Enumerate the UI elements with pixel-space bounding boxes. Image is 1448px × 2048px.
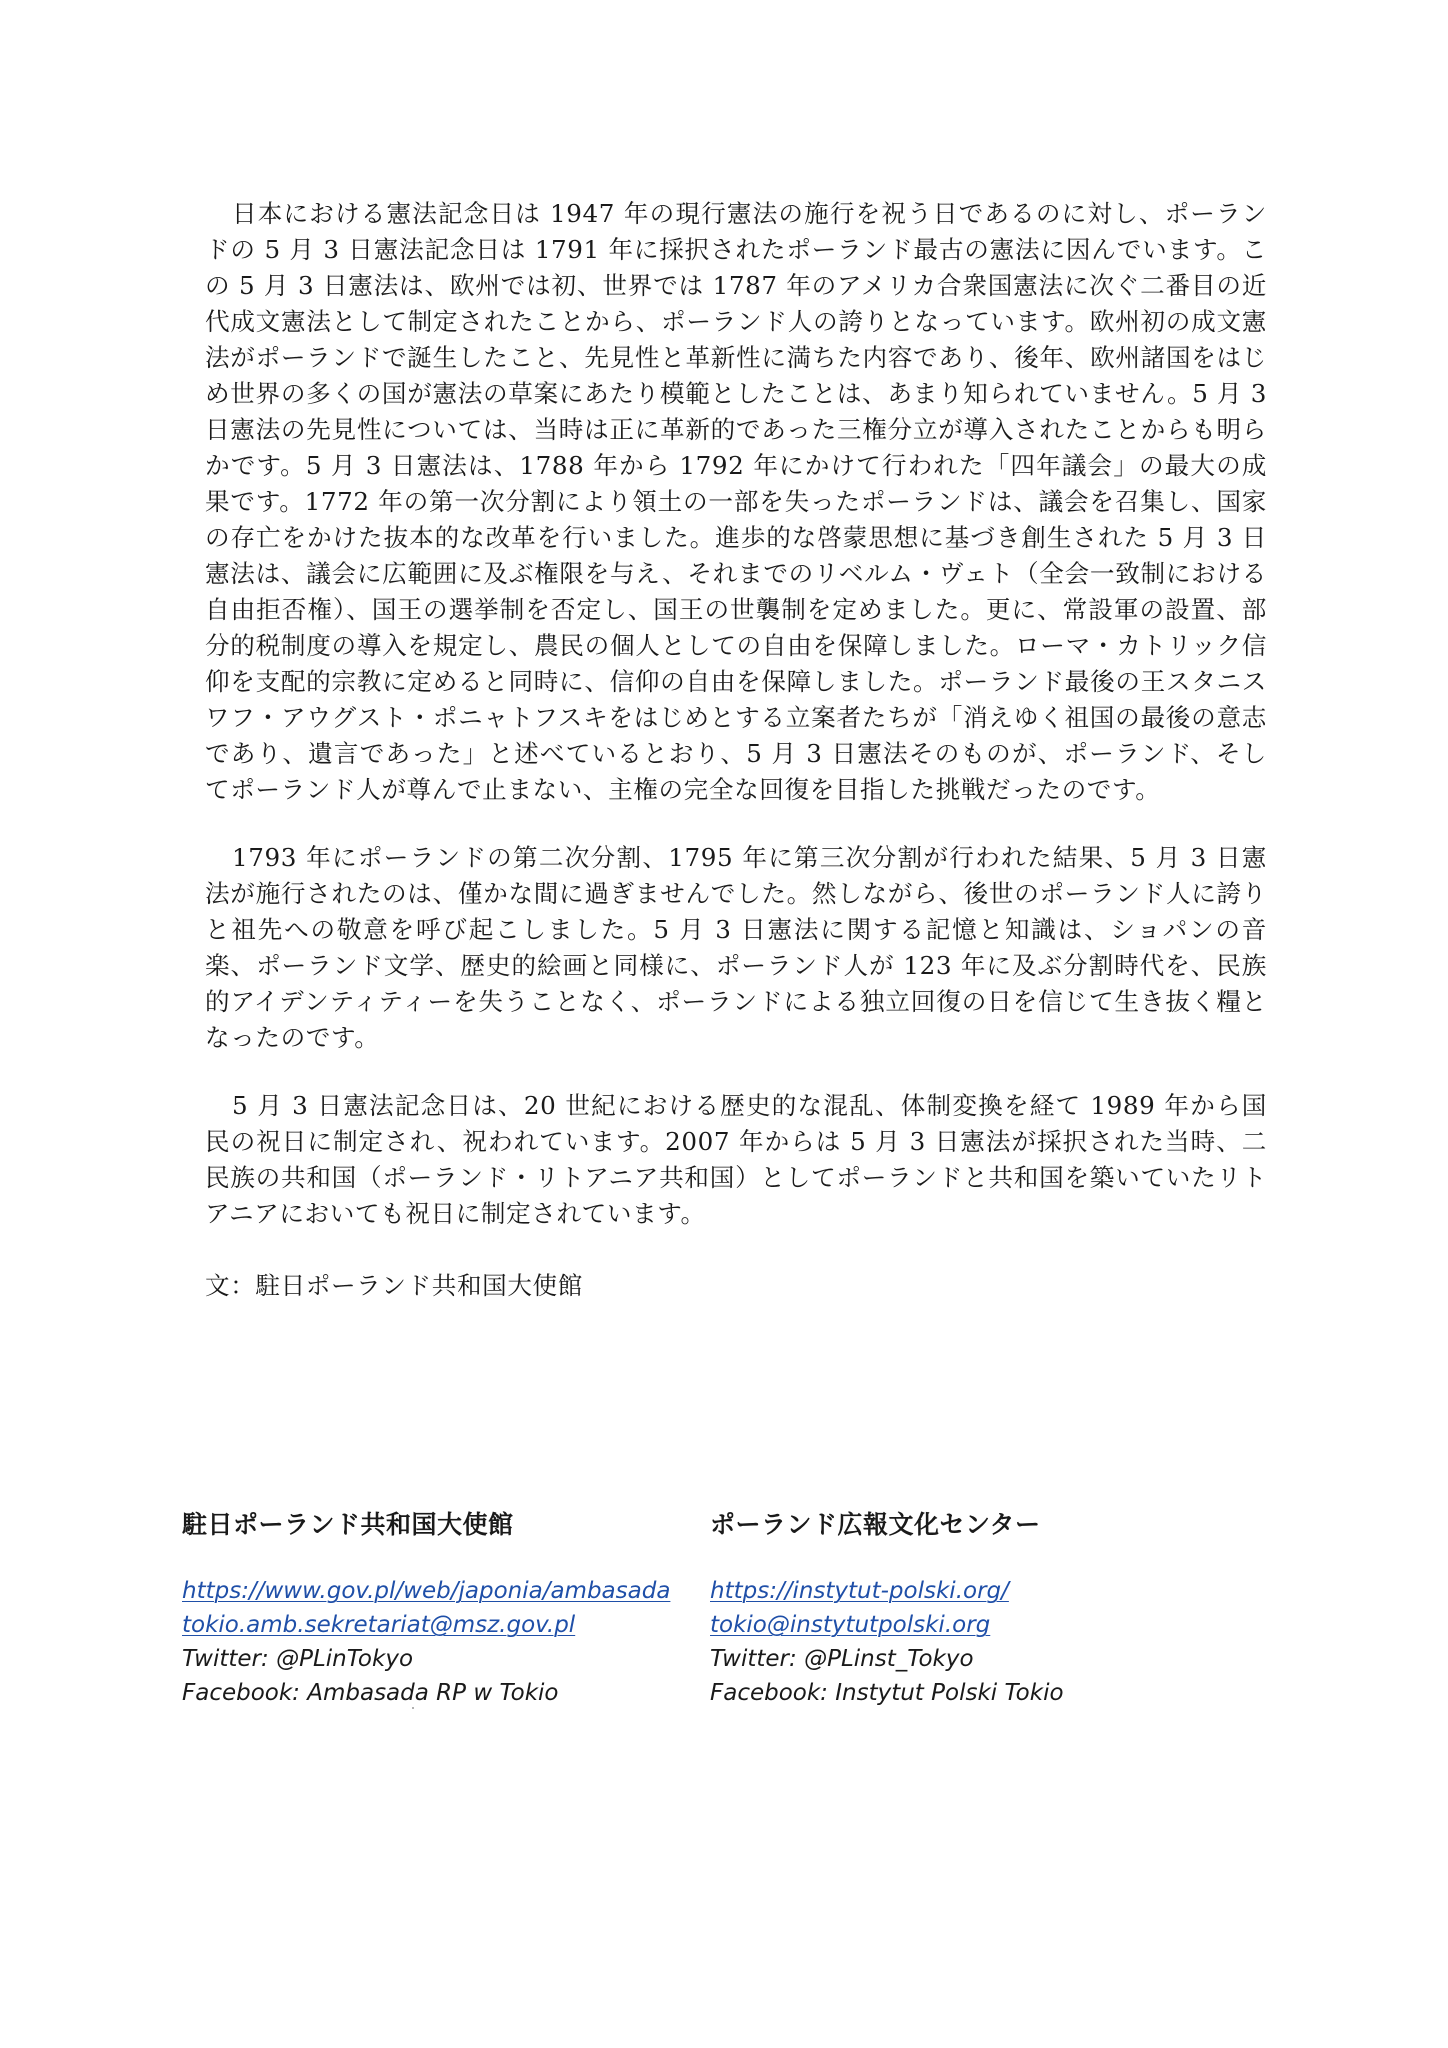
paragraph-3: 5 月 3 日憲法記念日は、20 世紀における歴史的な混乱、体制変換を経て 1989 年から国民の祝日に制定され、祝われています。2007 年からは 5 月 3 日憲法が採択された当時、二民族の共和国（ポーランド・リトアニア共和国）としてポーランドと共和国を築いていたリトアニアにおいても祝日に制定されています。: [205, 1091, 1267, 1228]
institute-contact-block: [710, 1510, 1064, 1710]
scan-speck: [412, 1707, 414, 1709]
paragraph-2: 1793 年にポーランドの第二次分割、1795 年に第三次分割が行われた結果、5 月 3 日憲法が施行されたのは、僅かな間に過ぎませんでした。然しながら、後世のポーランド人に誇りと祖先への敬意を呼び起こしました。5 月 3 日憲法に関する記憶と知識は、ショパンの音楽、ポーランド文学、歴史的絵画と同様に、ポーランド人が 123 年に及ぶ分割時代を、民族的アイデンティティーを失うことなく、ポーランドによる独立回復の日を信じて生き抜く糧となったのです。: [205, 843, 1267, 1052]
institute-twitter: Twitter: @PLinst_Tokyo: [710, 1646, 974, 1672]
institute-facebook: Facebook: Instytut Polski Tokio: [710, 1680, 1064, 1706]
embassy-title: 駐日ポーランド共和国大使館: [182, 1510, 514, 1539]
contact-section: [182, 1510, 1282, 1710]
embassy-contact-block: [182, 1510, 670, 1710]
institute-title: ポーランド広報文化センター: [710, 1510, 1041, 1539]
institute-website-link[interactable]: https://instytut-polski.org/: [710, 1578, 1009, 1604]
author-credit: 文：駐日ポーランド共和国大使館: [205, 1271, 583, 1300]
paragraph-1: 日本における憲法記念日は 1947 年の現行憲法の施行を祝う日であるのに対し、ポーランドの 5 月 3 日憲法記念日は 1791 年に採択されたポーランド最古の憲法に因んでいます。この 5 月 3 日憲法は、欧州では初、世界では 1787 年のアメリカ合衆国憲法に次ぐ二番目の近代成文憲法として制定されたことから、ポーランド人の誇りとなっています。欧州初の成文憲法がポーランドで誕生したこと、先見性と革新性に満ちた内容であり、後年、欧州諸国をはじめ世界の多くの国が憲法の草案にあたり模範としたことは、あまり知られていません。5 月 3 日憲法の先見性については、当時は正に革新的であった三権分立が導入されたことからも明らかです。5 月 3 日憲法は、1788 年から 1792 年にかけて行われた「四年議会」の最大の成果です。1772 年の第一次分割により領土の一部を失ったポーランドは、議会を召集し、国家の存亡をかけた抜本的な改革を行いました。進歩的な啓蒙思想に基づき創生された 5 月 3 日憲法は、議会に広範囲に及ぶ権限を与え、それまでのリベルム・ヴェト（全会一致制における自由拒否権）、国王の選挙制を否定し、国王の世襲制を定めました。更に、常設軍の設置、部分的税制度の導入を規定し、農民の個人としての自由を保障しました。ローマ・カトリック信仰を支配的宗教に定めると同時に、信仰の自由を保障しました。ポーランド最後の王スタニスワフ・アウグスト・ポニャトフスキをはじめとする立案者たちが「消えゆく祖国の最後の意志であり、遺言であった」と述べているとおり、5 月 3 日憲法そのものが、ポーランド、そしてポーランド人が尊んで止まない、主権の完全な回復を目指した挑戦だったのです。: [205, 199, 1267, 804]
institute-email-link[interactable]: tokio@instytutpolski.org: [710, 1612, 991, 1638]
embassy-facebook: Facebook: Ambasada RP w Tokio: [182, 1680, 559, 1706]
embassy-twitter: Twitter: @PLinTokyo: [182, 1646, 414, 1672]
embassy-website-link[interactable]: https://www.gov.pl/web/japonia/ambasada: [182, 1578, 671, 1604]
article-body: [205, 196, 1267, 1304]
embassy-email-link[interactable]: tokio.amb.sekretariat@msz.gov.pl: [182, 1612, 576, 1638]
